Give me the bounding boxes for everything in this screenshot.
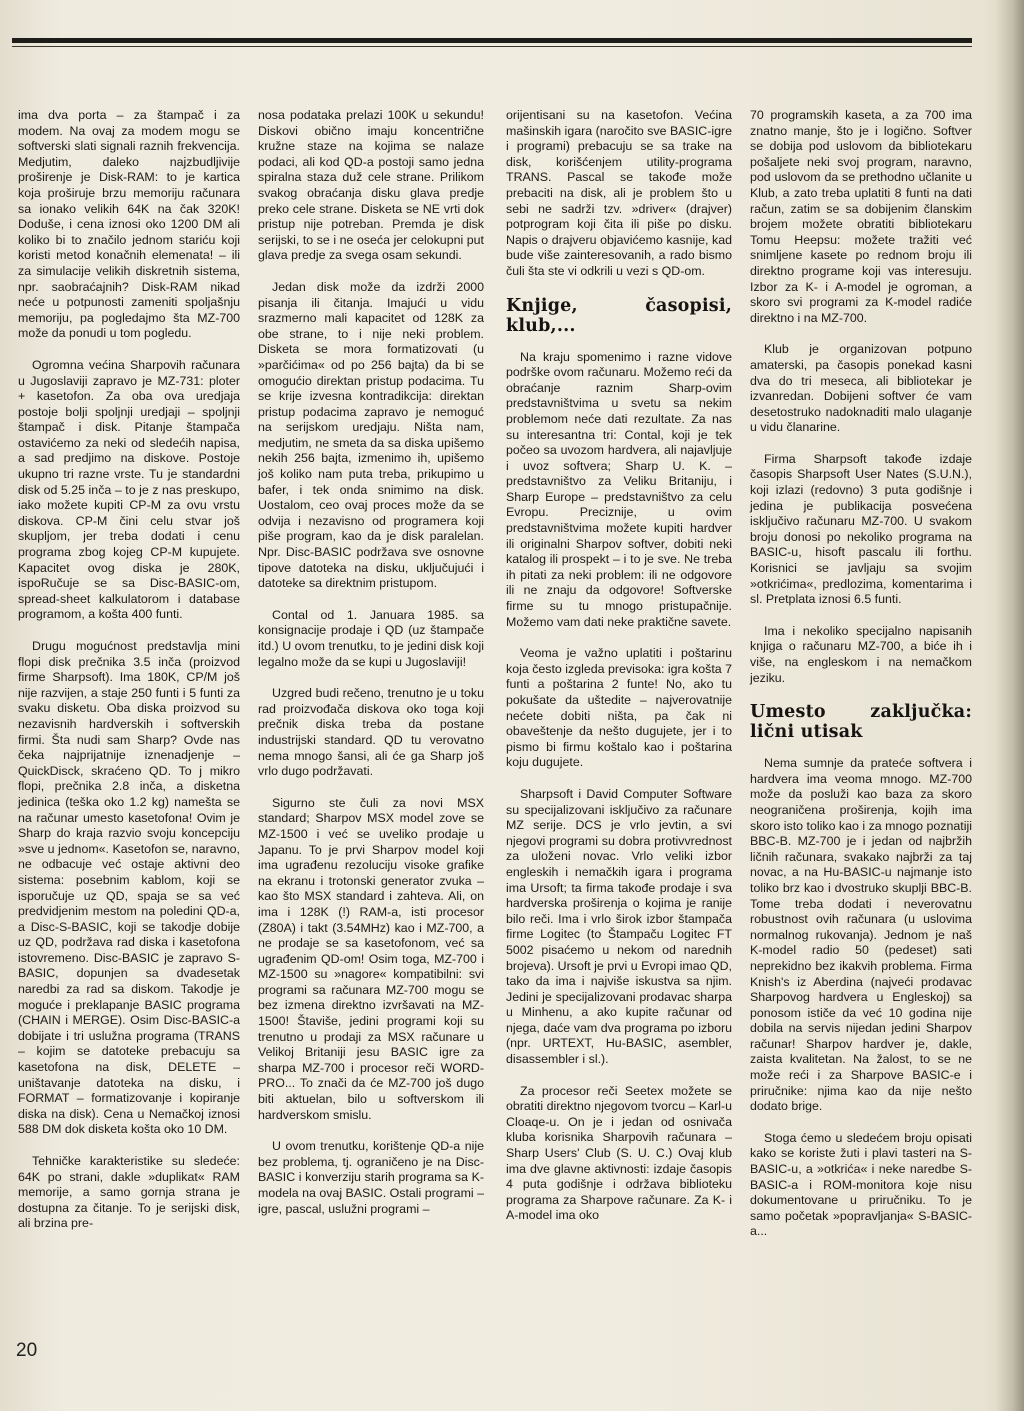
- paragraph: Veoma je važno uplatiti i poštarinu koja često izgleda previsoka: igra košta 7 funti a poštarina 2 funte! No, ako tu pokušate da uštedite – najverovatnije nećete dobiti ništa, pa čak ni obaveštenje da nešto dugujete, jer i to pismo bi firmu koštalo kao i poštarina koju dugujete.: [506, 646, 732, 770]
- column-2: [258, 108, 484, 1233]
- paragraph: Stoga ćemo u sledećem broju opisati kako se koriste žuti i plavi tasteri na S-BASIC-u, a »otkrića« i neke naredbe S-BASIC-a i ROM-monitora koje nisu dokumentovane u priručniku. To je samo početak »popravljanja« S-BASIC-a...: [750, 1130, 972, 1239]
- paragraph: Jedan disk može da izdrži 2000 pisanja ili čitanja. Imajući u vidu srazmerno mali kapacitet od 128K za obe strane, to i nije neki problem. Disketa se mora formatizovati (u »parčićima« od po 256 bajta) da bi se omogućio direktan pristup podacima. Tu se krije izvesna kontradikcija: direktan pristup podacima zapravo je nemoguć na serijskom uredjaju. Ništa nam, medjutim, ne smeta da sa diska upišemo nekih 256 bajta, izmenimo ih, upišemo još koliko nam puta treba, prikupimo u bafer, i tek onda snimimo na disk. Uostalom, ceo ovaj proces može da se odvija i nezavisno od programera koji piše program, kao da je disk paralelan. Npr. Disc-BASIC podržava sve osnovne tipove datoteka na disku, uključujući i datoteke sa direktnim pristupom.: [258, 279, 484, 591]
- paragraph: nosa podataka prelazi 100K u sekundu! Diskovi obično imaju koncentrične kružne staze na kojima se nalaze podaci, ali kod QD-a postoji samo jedna spiralna staza duž cele strane. Prilikom svakog obraćanja disku glava predje preko cele strane. Disketa se NE vrti dok pristup nije potreban. Premda je disk serijski, to se i ne oseća jer celokupni put glava predje za svega osam sekundi.: [258, 108, 484, 263]
- top-rule: [12, 38, 972, 43]
- paragraph: Klub je organizovan potpuno amaterski, pa časopis ponekad kasni dva do tri meseca, ali bibliotekar je izvanredan. Dobijeni softver će vam desetostruko nadoknaditi malo ulaganje u vidu članarine.: [750, 342, 972, 435]
- paragraph: ima dva porta – za štampač i za modem. Na ovaj za modem mogu se softverski slati signali raznih frekvencija. Medjutim, daleko najzbudljivije proširenje je Disk-RAM: to je kartica koja proširuje brzu memoriju računara sa ionako velikih 64K na čak 320K! Dodušе, i cena iznosi oko 1200 DM ali koliko bi to značilo jednom stariću koji koristi metod konačnih elemenata! – ili za simulacije velikih diskretnih sistema, npr. saobraćajnih? Disk-RAM nikad neće u potpunosti zameniti spoljašnju memoriju, pa pogledajmo šta MZ-700 može da ponudi u tom pogledu.: [18, 108, 240, 341]
- paragraph: Drugu mogućnost predstavlja mini flopi disk prečnika 3.5 inča (proizvod firme Sharpsoft). Ima 180K, CP/M još nije razvijen, a staje 250 funti i 5 funti za svaku disketu. Oba diska proizvod su nezavisnih hardverskih i softverskih firmi. Šta nudi sam Sharp? Ovde nas čeka najprijatnije iznenadjenje – QuickDisck, skraćeno QD. To j mikro flopi, prečnika 2.8 inča, a disketna jedinica (teška oko 1.2 kg) nameštа se na računar umesto kasetofona! Ovim je Sharp do kraja razvio svoju koncepciju »sve u jednom«. Kasetofon se, naravno, ne odbacuje već ostaje aktivni deo sistema: posebnim kablom, koji se isporučuje uz QD, spaja se sa već predvidjenim mestom na poledini QD-a, a Disc-S-BASIC, koji se takodje dobije uz QD, podržava rad diska i kasetofona istovremeno. Disc-BASIC je zapravo S-BASIC, dopunjen sa dvadesetak naredbi za rad sa diskom. Takodje je moguće i preklapanje BASIC programa (CHAIN i MERGE). Osim Disc-BASIC-a dobijate i tri uslužna programa (TRANS – kojim se datoteke prebacuju sa kasetofona na disk, DELETE – uništavanje datoteka na disku, i FORMAT – formatizovanje i kopiranje diska na disk). Cena u Nemačkoj iznosi 588 DM dok disketa košta oko 10 DM.: [18, 639, 240, 1137]
- section-headline: Umesto zaključka: lični utisak: [750, 702, 972, 743]
- paragraph: Na kraju spomenimo i razne vidove podrške ovom računaru. Možemo reći da obraćanje raznim Sharp-ovim predstavništvima u svetu sa nekim problemom neće dati rezultate. Za nas su interesantna tri: Contal, koji je tek počeo sa uvozom hardvera, ali najavljuje i uvoz softvera; Sharp U. K. – predstavništvo za Veliku Britaniju, i Sharp Europe – predstavništvo za celu Evropu. Precizniјe, u ovim predstavništvima možete kupiti hardver ili originalni Sharpov softver, dobiti neki katalog ili prospekt – i to je sve. Ne treba ih pitati za neki problem: ili ne odgovore ili ne znaju da odgovore! Softverske firme su tu mnogo pristupačnije. Možemo vam dati neke praktične savete.: [506, 349, 732, 629]
- paragraph: Sigurno ste čuli za novi MSX standard; Sharpov MSX model zove se MZ-1500 i već se uveliko prodaje u Japanu. To je prvi Sharpov model koji ima ugrađenu rezoluciju visoke grafike na ekranu i trotonski generator zvuka – kao što MSX standard i zahteva. Ali, on ima i 128K (!) RAM-a, isti procesor (Z80A) i takt (3.54MHz) kao i MZ-700, a ne prodaje se sa kasetofonom, već sa ugrađenim QD-om! Osim toga, MZ-700 i MZ-1500 su »nagore« kompatibilni: svi programi sa računara MZ-700 mogu se bez izmena direktno izvršavati na MZ-1500! Štaviše, jedini programi koji su trenutno u prodaji za MSX računare u Velikoj Britaniji jesu BASIC igre za sharpa MZ-700 i procesor reči WORD-PRO... To znači da će MZ-700 još dugo biti aktuelan, bilo u softverskom ili hardverskom smislu.: [258, 795, 484, 1122]
- paragraph: U ovom trenutku, korištenje QD-a nije bez problema, tj. ograničeno je na Disc-BASIC i konverziju starih programa sa K-modela na ovaj BASIC. Ostali programi – igre, pascal, uslužni programi –: [258, 1139, 484, 1216]
- paragraph: Firma Sharpsoft takođe izdaje časopis Sharpsoft User Nates (S.U.N.), koji izlazi (redovno) 3 puta godišnje i jedina je publikacija posvećena isključivo računaru MZ-700. U svakom broju donosi po nekoliko programa na BASIC-u, hisoft pascalu ili forthu. Korisnici se javljaju sa svojim »otkrićima«, predlozima, komentarima i sl. Pretplata iznosi 6.5 funti.: [750, 451, 972, 607]
- page-number: 20: [16, 1340, 38, 1361]
- page-binding-shadow: [996, 0, 1024, 1411]
- paragraph: orijentisani su na kasetofon. Većina mašinskih igara (naročito sve BASIC-igre i programi) prebacuju se sa trake na disk, korišćenjem utility-programa TRANS. Pascal se takođe može prebaciti na disk, ali je problem što u sebi ne sadrži tzv. »driver« (drajver) potprogram koji čita ili piše po disku. Napis o drajveru objavićemo kasnije, kad bude više zainteresovanih, a rado bismo čuli šta ste vi odkrili u vezi s QD-om.: [506, 108, 732, 278]
- paragraph: Za procesor reči Seetex možete se obratiti direktno njegovom tvorcu – Karl-u Cloaqe-u. On je i jedan od osnivača kluba korisnika Sharpovih računara – Sharp Users' Club (S. U. C.) Ovaj klub ima dve glavne aktivnosti: izdaje časopis 4 puta godišnje i održava biblioteku programa za Sharpove računare. Za K- i A-model ima oko: [506, 1083, 732, 1223]
- paragraph: Contal od 1. Januara 1985. sa konsignacije prodaje i QD (uz štampače itd.) U ovom trenutku, to je jedini disk koji legalno može da se kupi u Jugoslaviji!: [258, 607, 484, 669]
- column-4: [750, 108, 972, 1256]
- paragraph: Ogromna većina Sharpovih računara u Jugoslaviji zapravo je MZ-731: ploter + kasetofon. Za oba ova uredjaja postoje bolji spoljnji uredjaji – spoljnji štampač i disk. Pitanje štampača ostavićemo za neki od sledećih napisa, a sad predjimo na diskove. Postoje ukupno tri razne vrste. Tu je standardni disk od 5.25 inča – to je z nas preskupo, iako možete kupiti CP-M za ovu vrstu diskova. CP-M čini celu stvar još skupljom, jer treba dodati i cenu programa zbog kojeg CP-M kupujete. Kapacitet ovog diska je 280K, ispoRučuje se sa Disc-BASIC-om, spread-sheet kalkulatorom i database programom, a košta 400 funti.: [18, 357, 240, 622]
- paragraph: 70 programskih kaseta, a za 700 ima znatno manje, što je i logično. Softver se dobija pod uslovom da bibliotekaru pošaljete neki svoj program, naravno, pod uslovom da se prethodno učlanite u Klub, a zato treba uplatiti 8 funti na dati račun, zatim se sa dobijenim članskim brojem možete obratiti bibliotekaru Tomu Heepsu: možete tražiti već snimljene kasete po rednom broju ili direktno programe koji vas interesuju. Izbor za K- i A-model je ogroman, a skoro svi programi za K-model radiće direktno i na MZ-700.: [750, 108, 972, 325]
- paragraph: Tehničke karakteristike su sledeće: 64K po strani, dakle »duplikat« RAM memorije, a samo gornja strana je dostupna za čitanje. To je serijski disk, ali brzina pre-: [18, 1154, 240, 1231]
- paragraph: Nema sumnje da prateće softvera i hardvera ima veoma mnogo. MZ-700 može da posluži kao baza za skoro neograničena proširenja, kojih ima skoro isto toliko kao i za mnogo poznatiji BBC-B. MZ-700 je i jedan od najbržih ličnih računara, svakako najbrži za taj novac, a na Hu-BASIC-u najmanje isto toliko brz kao i dvostruko skuplji BBC-B. Tome treba dodati i neverovatnu robustnost ovih računara (u uslovima normalnog rukovanja). Jednom je naš K-model radio 50 (pedeset) sati neprekidno bez ikakvih problema. Firma Knish's iz Aberdina (najveći prodavac Sharpovog hardvera u Engleskoj) sa ponosom ističe da već 10 godina nije dobila na servis nijedan jedini Sharpov računar! Sharpov hardver je, dakle, zaista kvalitetan. Na žalost, to se ne može reći i za Sharpove BASIC-e i priručnike: njima kao da nije nešto dodato brige.: [750, 756, 972, 1114]
- section-headline: Knjige, časopisi, klub,...: [506, 295, 732, 336]
- paragraph: Sharpsoft i David Computer Software su specijalizovani isključivo za računare MZ serije. DCS je vrlo jevtin, a svi njegovi programi su dobra protivvrednost za uloženi novac. Vrlo veliki izbor engleskih i nemačkih igara i programa ima Ursoft; ta firma takođe prodaje i sva hardverska proširenja o kojima je ranije bilo reči. Ima i vrlo širok izbor štampača firme Logitec (to Štampaču Logitec FT 5002 pisaćemo u nekom od narednih brojeva). Ursoft je prvi u Evropi imao QD, tako da ima i najviše iskustva sa njim. Jedini je specijalizovani prodavac sharpa u Minhenu, a ako kupite računar od njega, daće vam dva programa po izboru (npr. URTEXT, Hu-BASIC, asembler, disassembler i sl.).: [506, 786, 732, 1067]
- column-3: [506, 108, 732, 1240]
- paragraph: Ima i nekoliko specijalno napisanih knjiga o računaru MZ-700, a biće ih i više, na engleskom i na nemačkom jeziku.: [750, 623, 972, 685]
- top-rule-thin: [12, 46, 972, 47]
- column-1: [18, 108, 240, 1248]
- paragraph: Uzgred budi rečeno, trenutno je u toku rad proizvođača diskova oko toga koji prečnik diska treba da postane industrijski standard. QD tu verovatno nema mnogo šansi, ali će ga Sharp još vrlo dugo podržavati.: [258, 686, 484, 779]
